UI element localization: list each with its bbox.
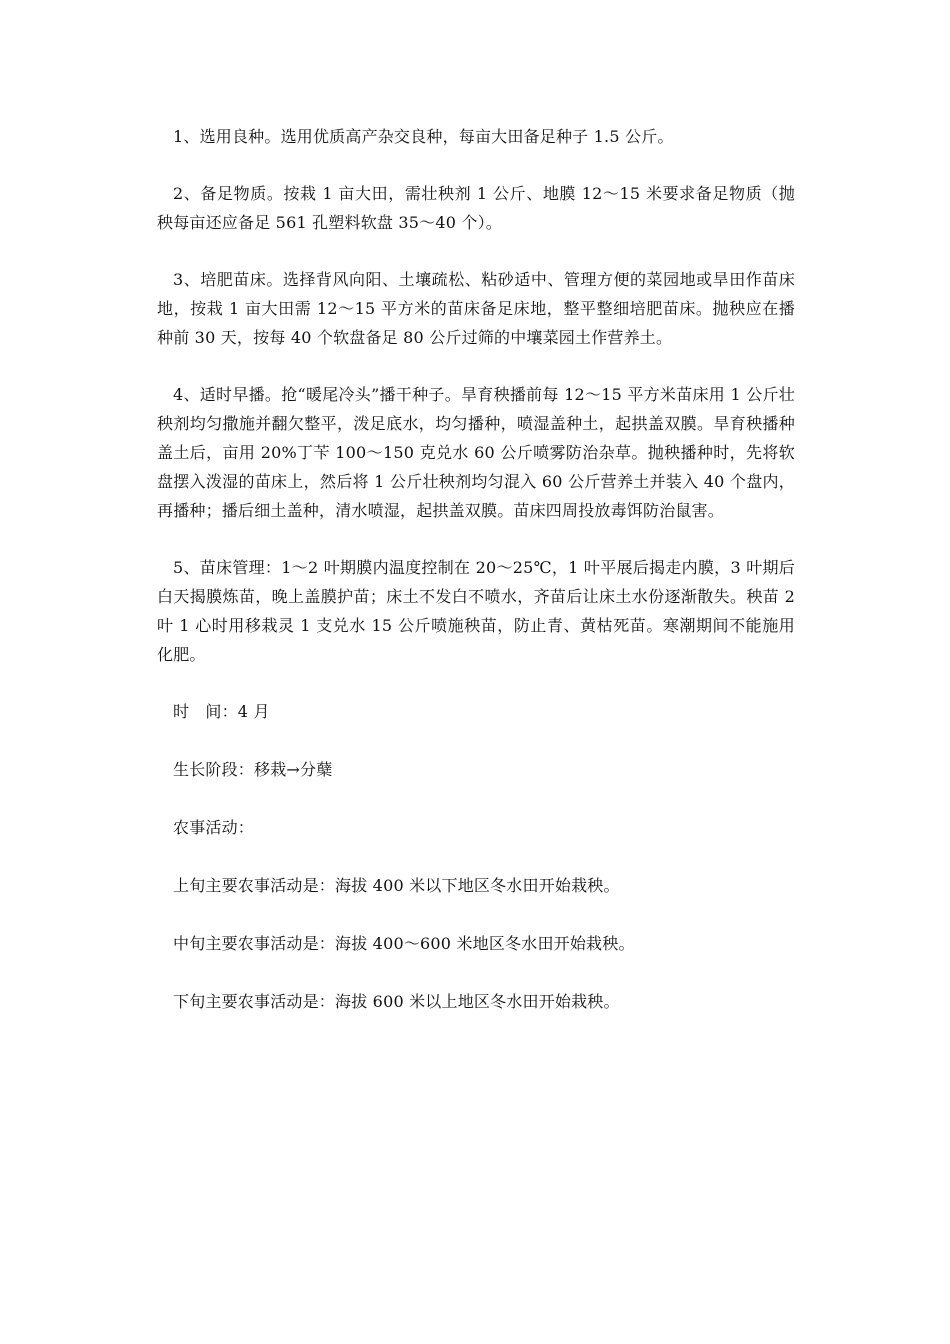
paragraph-prepare-materials: 2、备足物质。按栽 1 亩大田，需壮秧剂 1 公斤、地膜 12～15 米要求备足物质（抛秧每亩还应备足 561 孔塑料软盘 35～40 个）。: [157, 184, 795, 232]
paragraph-growth-stage: 生长阶段：移栽→分蘖: [173, 760, 333, 779]
paragraph-select-seeds: 1、选用良种。选用优质高产杂交良种，每亩大田备足种子 1.5 公斤。: [173, 127, 674, 146]
document-body: [157, 122, 795, 1045]
paragraph-time: 时 间：4 月: [173, 702, 270, 721]
paragraph-late-month-activity: 下旬主要农事活动是：海拔 600 米以上地区冬水田开始栽秧。: [173, 992, 620, 1011]
paragraph-seedbed-fertilize: 3、培肥苗床。选择背风向阳、土壤疏松、粘砂适中、管理方便的菜园地或旱田作苗床地，按栽 1 亩大田需 12～15 平方米的苗床备足床地，整平整细培肥苗床。抛秧应在播种前 30 天，按每 40 个软盘备足 80 公斤过筛的中壤菜园土作营养土。: [157, 270, 795, 347]
paragraph-mid-month-activity: 中旬主要农事活动是：海拔 400～600 米地区冬水田开始栽秧。: [173, 934, 635, 953]
paragraph-farm-activities-heading: 农事活动：: [173, 818, 255, 837]
paragraph-early-month-activity: 上旬主要农事活动是：海拔 400 米以下地区冬水田开始栽秧。: [173, 876, 620, 895]
paragraph-seedbed-management: 5、苗床管理：1～2 叶期膜内温度控制在 20～25℃，1 叶平展后揭走内膜，3 叶期后白天揭膜炼苗，晚上盖膜护苗；床土不发白不喷水，齐苗后让床土水份逐渐散失。秧苗 2 叶 1 心时用移栽灵 1 支兑水 15 公斤喷施秧苗，防止青、黄枯死苗。寒潮期间不能施用化肥。: [157, 558, 795, 664]
paragraph-early-sowing: 4、适时早播。抢“暖尾冷头”播干种子。旱育秧播前每 12～15 平方米苗床用 1 公斤壮秧剂均匀撒施并翻欠整平，泼足底水，均匀播种，喷湿盖种土，起拱盖双膜。旱育秧播种盖土后，亩用 20%丁苄 100～150 克兑水 60 公斤喷雾防治杂草。抛秧播种时，先将软盘摆入泼湿的苗床上，然后将 1 公斤壮秧剂均匀混入 60 公斤营养土并装入 40 个盘内，再播种；播后细土盖种，清水喷湿，起拱盖双膜。苗床四周投放毒饵防治鼠害。: [157, 385, 795, 520]
